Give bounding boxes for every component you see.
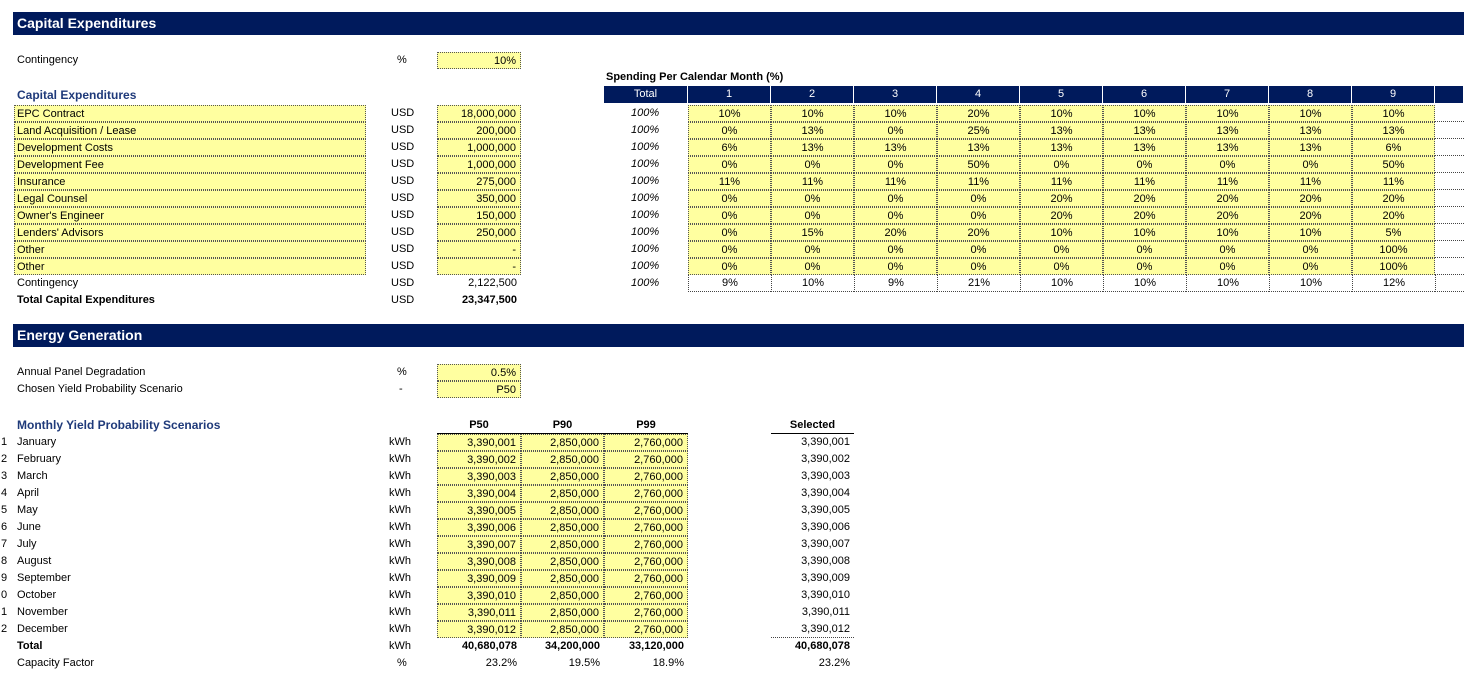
p99-value[interactable]: 2,760,000 bbox=[604, 468, 688, 485]
capex-item-label[interactable]: EPC Contract bbox=[14, 105, 366, 122]
capex-month-pct[interactable]: 20% bbox=[1269, 190, 1352, 207]
capex-month-pct[interactable]: 0% bbox=[854, 258, 937, 275]
capex-month-pct[interactable]: 10% bbox=[1269, 105, 1352, 122]
month-name: January bbox=[17, 436, 57, 448]
capex-month-pct[interactable]: 11% bbox=[1186, 173, 1269, 190]
selected-value: 3,390,002 bbox=[801, 453, 850, 465]
capex-item-value[interactable]: 200,000 bbox=[437, 122, 521, 139]
selected-value: 3,390,003 bbox=[801, 470, 850, 482]
capex-month-pct[interactable]: 0% bbox=[1269, 241, 1352, 258]
capex-item-unit: USD bbox=[391, 107, 415, 119]
selected-value: 3,390,011 bbox=[801, 606, 850, 618]
month-name: September bbox=[17, 572, 71, 584]
month-name: July bbox=[17, 538, 37, 550]
month-index: 7 bbox=[1, 538, 8, 550]
p99-value[interactable]: 2,760,000 bbox=[604, 621, 688, 638]
capex-month-pct[interactable]: 13% bbox=[771, 139, 854, 156]
yield-total-p99: 33,120,000 bbox=[628, 640, 684, 652]
month-unit: kWh bbox=[389, 470, 411, 482]
capex-month-pct[interactable]: 20% bbox=[854, 224, 937, 241]
header-selected: Selected bbox=[771, 417, 854, 434]
capex-row-extra bbox=[1435, 258, 1464, 275]
capex-month-pct[interactable]: 0% bbox=[1269, 258, 1352, 275]
p99-value[interactable]: 2,760,000 bbox=[604, 536, 688, 553]
capex-item-unit: USD bbox=[391, 124, 415, 136]
capex-month-pct[interactable]: 50% bbox=[1352, 156, 1435, 173]
capex-month-pct[interactable]: 13% bbox=[1352, 122, 1435, 139]
spending-header-extra bbox=[1435, 86, 1464, 103]
capex-item-total: 100% bbox=[631, 124, 660, 136]
capex-month-pct[interactable]: 0% bbox=[1103, 258, 1186, 275]
capex-row-extra bbox=[1435, 122, 1464, 139]
capex-item-total: 100% bbox=[631, 260, 660, 272]
month-name: November bbox=[17, 606, 68, 618]
capex-row-extra bbox=[1435, 224, 1464, 241]
p50-value[interactable]: 3,390,007 bbox=[437, 536, 521, 553]
capex-item-value[interactable]: - bbox=[437, 258, 521, 275]
capex-month-pct[interactable]: 13% bbox=[1103, 122, 1186, 139]
capex-month-pct[interactable]: 0% bbox=[688, 207, 771, 224]
yield-total-p90: 34,200,000 bbox=[544, 640, 600, 652]
selected-value: 3,390,006 bbox=[801, 521, 850, 533]
capex-month-pct[interactable]: 20% bbox=[1186, 207, 1269, 224]
capex-item-label[interactable]: Development Fee bbox=[14, 156, 366, 173]
capex-item-total: 100% bbox=[631, 158, 660, 170]
capex-month-pct[interactable]: 13% bbox=[1103, 139, 1186, 156]
month-unit: kWh bbox=[389, 623, 411, 635]
contingency-month-pct: 10% bbox=[771, 275, 854, 292]
capex-row-extra bbox=[1435, 241, 1464, 258]
p90-value[interactable]: 2,850,000 bbox=[521, 587, 604, 604]
capacity-factor-p50: 23.2% bbox=[485, 657, 517, 669]
capacity-factor-label: Capacity Factor bbox=[17, 657, 95, 669]
p50-value[interactable]: 3,390,008 bbox=[437, 553, 521, 570]
capex-month-pct[interactable]: 11% bbox=[688, 173, 771, 190]
spending-header-month: 7 bbox=[1186, 86, 1269, 103]
capex-month-pct[interactable]: 10% bbox=[1269, 224, 1352, 241]
energy-section-bar: Energy Generation bbox=[13, 324, 1464, 347]
p50-value[interactable]: 3,390,001 bbox=[437, 434, 521, 451]
capex-row-extra bbox=[1435, 156, 1464, 173]
month-name: February bbox=[17, 453, 62, 465]
capex-month-pct[interactable]: 10% bbox=[1186, 105, 1269, 122]
spending-header-month: 6 bbox=[1103, 86, 1186, 103]
degradation-input[interactable]: 0.5% bbox=[437, 364, 521, 381]
capex-month-pct[interactable]: 0% bbox=[688, 224, 771, 241]
month-unit: kWh bbox=[389, 538, 411, 550]
capex-month-pct[interactable]: 10% bbox=[771, 105, 854, 122]
capex-item-label[interactable]: Other bbox=[14, 258, 366, 275]
capex-month-pct[interactable]: 20% bbox=[1103, 207, 1186, 224]
selected-value: 3,390,007 bbox=[801, 538, 850, 550]
capex-month-pct[interactable]: 11% bbox=[1020, 173, 1103, 190]
capex-month-pct[interactable]: 0% bbox=[937, 190, 1020, 207]
month-index: 2 bbox=[1, 623, 8, 635]
capex-month-pct[interactable]: 13% bbox=[937, 139, 1020, 156]
p50-value[interactable]: 3,390,002 bbox=[437, 451, 521, 468]
month-index: 0 bbox=[1, 589, 8, 601]
capacity-factor-p99: 18.9% bbox=[652, 657, 684, 669]
capex-month-pct[interactable]: 10% bbox=[1020, 224, 1103, 241]
contingency-row-extra bbox=[1435, 275, 1464, 292]
capex-month-pct[interactable]: 11% bbox=[1269, 173, 1352, 190]
capex-month-pct[interactable]: 0% bbox=[1020, 258, 1103, 275]
spending-header-month: 1 bbox=[688, 86, 771, 103]
capex-item-total: 100% bbox=[631, 192, 660, 204]
month-index: 3 bbox=[1, 470, 8, 482]
capex-month-pct[interactable]: 100% bbox=[1352, 241, 1435, 258]
p99-value[interactable]: 2,760,000 bbox=[604, 604, 688, 621]
capex-item-value[interactable]: 350,000 bbox=[437, 190, 521, 207]
p90-value[interactable]: 2,850,000 bbox=[521, 536, 604, 553]
spending-header-month: 4 bbox=[937, 86, 1020, 103]
capex-item-total: 100% bbox=[631, 243, 660, 255]
p50-value[interactable]: 3,390,004 bbox=[437, 485, 521, 502]
capex-month-pct[interactable]: 15% bbox=[771, 224, 854, 241]
capex-month-pct[interactable]: 20% bbox=[1352, 207, 1435, 224]
p50-value[interactable]: 3,390,003 bbox=[437, 468, 521, 485]
capex-month-pct[interactable]: 100% bbox=[1352, 258, 1435, 275]
capex-month-pct[interactable]: 0% bbox=[771, 241, 854, 258]
yield-total-unit: kWh bbox=[389, 640, 411, 652]
capex-month-pct[interactable]: 0% bbox=[854, 156, 937, 173]
contingency-month-pct: 21% bbox=[937, 275, 1020, 292]
contingency-row-unit: USD bbox=[391, 277, 415, 289]
capex-month-pct[interactable]: 10% bbox=[1352, 105, 1435, 122]
capex-row-extra bbox=[1435, 105, 1464, 122]
month-name: December bbox=[17, 623, 68, 635]
capex-month-pct[interactable]: 20% bbox=[1269, 207, 1352, 224]
capex-row-extra bbox=[1435, 190, 1464, 207]
capex-month-pct[interactable]: 0% bbox=[1020, 156, 1103, 173]
contingency-row-label: Contingency bbox=[17, 277, 79, 289]
p90-value[interactable]: 2,850,000 bbox=[521, 468, 604, 485]
capex-month-pct[interactable]: 0% bbox=[688, 241, 771, 258]
capex-item-label[interactable]: Lenders' Advisors bbox=[14, 224, 366, 241]
capex-month-pct[interactable]: 0% bbox=[1186, 241, 1269, 258]
spending-header-month: 5 bbox=[1020, 86, 1103, 103]
capex-month-pct[interactable]: 0% bbox=[688, 156, 771, 173]
month-index: 9 bbox=[1, 572, 8, 584]
capex-item-unit: USD bbox=[391, 243, 415, 255]
selected-value: 3,390,001 bbox=[801, 436, 850, 448]
capex-section-bar: Capital Expenditures bbox=[13, 12, 1464, 35]
month-unit: kWh bbox=[389, 606, 411, 618]
month-name: March bbox=[17, 470, 48, 482]
month-unit: kWh bbox=[389, 453, 411, 465]
capex-item-unit: USD bbox=[391, 209, 415, 221]
capex-month-pct[interactable]: 10% bbox=[1186, 224, 1269, 241]
capex-item-unit: USD bbox=[391, 158, 415, 170]
capex-item-total: 100% bbox=[631, 175, 660, 187]
capex-item-label[interactable]: Development Costs bbox=[14, 139, 366, 156]
capex-item-total: 100% bbox=[631, 209, 660, 221]
month-unit: kWh bbox=[389, 504, 411, 516]
capex-month-pct[interactable]: 11% bbox=[1352, 173, 1435, 190]
capex-month-pct[interactable]: 13% bbox=[1020, 122, 1103, 139]
capex-month-pct[interactable]: 0% bbox=[937, 207, 1020, 224]
capex-item-unit: USD bbox=[391, 175, 415, 187]
capex-month-pct[interactable]: 0% bbox=[771, 190, 854, 207]
capex-item-value[interactable]: 1,000,000 bbox=[437, 139, 521, 156]
header-p50: P50 bbox=[437, 417, 521, 434]
total-capex-unit: USD bbox=[391, 294, 415, 306]
capex-month-pct[interactable]: 0% bbox=[937, 258, 1020, 275]
capex-item-label[interactable]: Owner's Engineer bbox=[14, 207, 366, 224]
p99-value[interactable]: 2,760,000 bbox=[604, 451, 688, 468]
p99-value[interactable]: 2,760,000 bbox=[604, 587, 688, 604]
contingency-month-pct: 9% bbox=[688, 275, 771, 292]
capacity-factor-selected: 23.2% bbox=[818, 657, 850, 669]
capacity-factor-p90: 19.5% bbox=[568, 657, 600, 669]
selected-value: 3,390,004 bbox=[801, 487, 850, 499]
capex-month-pct[interactable]: 50% bbox=[937, 156, 1020, 173]
p50-value[interactable]: 3,390,011 bbox=[437, 604, 521, 621]
capex-month-pct[interactable]: 13% bbox=[771, 122, 854, 139]
month-unit: kWh bbox=[389, 589, 411, 601]
capex-item-total: 100% bbox=[631, 226, 660, 238]
capex-item-label[interactable]: Legal Counsel bbox=[14, 190, 366, 207]
p99-value[interactable]: 2,760,000 bbox=[604, 553, 688, 570]
capex-month-pct[interactable]: 0% bbox=[688, 122, 771, 139]
capex-month-pct[interactable]: 10% bbox=[854, 105, 937, 122]
capex-month-pct[interactable]: 0% bbox=[854, 122, 937, 139]
month-unit: kWh bbox=[389, 572, 411, 584]
yield-total-label: Total bbox=[17, 640, 43, 652]
spending-header-month: 8 bbox=[1269, 86, 1352, 103]
capex-month-pct[interactable]: 0% bbox=[1103, 241, 1186, 258]
p90-value[interactable]: 2,850,000 bbox=[521, 485, 604, 502]
capex-month-pct[interactable]: 10% bbox=[1103, 224, 1186, 241]
capex-month-pct[interactable]: 10% bbox=[1103, 105, 1186, 122]
capex-month-pct[interactable]: 0% bbox=[688, 258, 771, 275]
capex-month-pct[interactable]: 20% bbox=[1020, 207, 1103, 224]
contingency-label: Contingency bbox=[17, 54, 79, 66]
capex-month-pct[interactable]: 0% bbox=[937, 241, 1020, 258]
selected-value: 3,390,005 bbox=[801, 504, 850, 516]
month-index: 6 bbox=[1, 521, 8, 533]
contingency-row-total: 100% bbox=[631, 277, 660, 289]
capex-item-label[interactable]: Land Acquisition / Lease bbox=[14, 122, 366, 139]
month-index: 5 bbox=[1, 504, 8, 516]
capex-month-pct[interactable]: 13% bbox=[1186, 122, 1269, 139]
capex-month-pct[interactable]: 10% bbox=[1020, 105, 1103, 122]
capex-month-pct[interactable]: 0% bbox=[1186, 258, 1269, 275]
capex-month-pct[interactable]: 0% bbox=[854, 190, 937, 207]
month-name: October bbox=[17, 589, 57, 601]
contingency-row-value: 2,122,500 bbox=[468, 277, 517, 289]
month-name: April bbox=[17, 487, 40, 499]
capex-month-pct[interactable]: 20% bbox=[1020, 190, 1103, 207]
degradation-label: Annual Panel Degradation bbox=[17, 366, 146, 378]
capex-month-pct[interactable]: 13% bbox=[854, 139, 937, 156]
capex-item-total: 100% bbox=[631, 107, 660, 119]
capex-month-pct[interactable]: 11% bbox=[937, 173, 1020, 190]
capex-month-pct[interactable]: 20% bbox=[1103, 190, 1186, 207]
capex-month-pct[interactable]: 20% bbox=[1186, 190, 1269, 207]
capex-row-extra bbox=[1435, 173, 1464, 190]
p90-value[interactable]: 2,850,000 bbox=[521, 553, 604, 570]
capex-item-value[interactable]: 18,000,000 bbox=[437, 105, 521, 122]
capex-item-unit: USD bbox=[391, 141, 415, 153]
p50-value[interactable]: 3,390,010 bbox=[437, 587, 521, 604]
p90-value[interactable]: 2,850,000 bbox=[521, 502, 604, 519]
contingency-month-pct: 10% bbox=[1269, 275, 1352, 292]
capex-month-pct[interactable]: 11% bbox=[854, 173, 937, 190]
capex-row-extra bbox=[1435, 139, 1464, 156]
capex-month-pct[interactable]: 11% bbox=[1103, 173, 1186, 190]
month-index: 2 bbox=[1, 453, 8, 465]
capacity-factor-unit: % bbox=[397, 657, 407, 669]
p50-value[interactable]: 3,390,006 bbox=[437, 519, 521, 536]
capex-month-pct[interactable]: 0% bbox=[771, 207, 854, 224]
month-index: 1 bbox=[1, 606, 8, 618]
capex-month-pct[interactable]: 25% bbox=[937, 122, 1020, 139]
p90-value[interactable]: 2,850,000 bbox=[521, 570, 604, 587]
selected-value: 3,390,008 bbox=[801, 555, 850, 567]
capex-month-pct[interactable]: 0% bbox=[1103, 156, 1186, 173]
contingency-unit: % bbox=[397, 54, 407, 66]
capex-month-pct[interactable]: 0% bbox=[1269, 156, 1352, 173]
month-name: May bbox=[17, 504, 38, 516]
scenario-input[interactable]: P50 bbox=[437, 381, 521, 398]
capex-month-pct[interactable]: 0% bbox=[771, 258, 854, 275]
contingency-month-pct: 10% bbox=[1020, 275, 1103, 292]
capex-month-pct[interactable]: 6% bbox=[688, 139, 771, 156]
month-index: 4 bbox=[1, 487, 8, 499]
selected-value: 3,390,009 bbox=[801, 572, 850, 584]
capex-month-pct[interactable]: 13% bbox=[1186, 139, 1269, 156]
p90-value[interactable]: 2,850,000 bbox=[521, 451, 604, 468]
capex-month-pct[interactable]: 10% bbox=[688, 105, 771, 122]
p90-value[interactable]: 2,850,000 bbox=[521, 519, 604, 536]
spending-header-total: Total bbox=[604, 86, 688, 103]
p50-value[interactable]: 3,390,012 bbox=[437, 621, 521, 638]
p99-value[interactable]: 2,760,000 bbox=[604, 434, 688, 451]
capex-month-pct[interactable]: 11% bbox=[771, 173, 854, 190]
spending-header-month: 2 bbox=[771, 86, 854, 103]
capex-month-pct[interactable]: 0% bbox=[854, 241, 937, 258]
capex-month-pct[interactable]: 20% bbox=[937, 105, 1020, 122]
month-name: August bbox=[17, 555, 52, 567]
degradation-unit: % bbox=[397, 366, 407, 378]
capex-table-title: Capital Expenditures bbox=[17, 88, 137, 102]
capex-month-pct[interactable]: 5% bbox=[1352, 224, 1435, 241]
capex-month-pct[interactable]: 0% bbox=[854, 207, 937, 224]
yield-total-selected: 40,680,078 bbox=[794, 640, 850, 652]
contingency-month-pct: 9% bbox=[854, 275, 937, 292]
scenario-unit: - bbox=[399, 383, 403, 395]
header-p90: P90 bbox=[521, 417, 604, 434]
yield-total-p50: 40,680,078 bbox=[461, 640, 517, 652]
p90-value[interactable]: 2,850,000 bbox=[521, 434, 604, 451]
month-unit: kWh bbox=[389, 521, 411, 533]
p50-value[interactable]: 3,390,005 bbox=[437, 502, 521, 519]
p90-value[interactable]: 2,850,000 bbox=[521, 621, 604, 638]
capex-month-pct[interactable]: 20% bbox=[937, 224, 1020, 241]
spending-header-month: 3 bbox=[854, 86, 937, 103]
capex-item-label[interactable]: Other bbox=[14, 241, 366, 258]
capex-item-value[interactable]: - bbox=[437, 241, 521, 258]
month-unit: kWh bbox=[389, 487, 411, 499]
spending-title: Spending Per Calendar Month (%) bbox=[606, 71, 784, 83]
capex-month-pct[interactable]: 13% bbox=[1269, 122, 1352, 139]
capex-item-unit: USD bbox=[391, 226, 415, 238]
contingency-month-pct: 10% bbox=[1103, 275, 1186, 292]
capex-month-pct[interactable]: 6% bbox=[1352, 139, 1435, 156]
capex-month-pct[interactable]: 0% bbox=[1020, 241, 1103, 258]
p90-value[interactable]: 2,850,000 bbox=[521, 604, 604, 621]
total-capex-value: 23,347,500 bbox=[461, 294, 517, 306]
total-capex-label: Total Capital Expenditures bbox=[17, 294, 155, 306]
p99-value[interactable]: 2,760,000 bbox=[604, 519, 688, 536]
scenario-label: Chosen Yield Probability Scenario bbox=[17, 383, 183, 395]
spending-header-month: 9 bbox=[1352, 86, 1435, 103]
capex-item-unit: USD bbox=[391, 260, 415, 272]
p50-value[interactable]: 3,390,009 bbox=[437, 570, 521, 587]
month-unit: kWh bbox=[389, 436, 411, 448]
contingency-input[interactable]: 10% bbox=[437, 52, 521, 69]
contingency-month-pct: 10% bbox=[1186, 275, 1269, 292]
capex-item-total: 100% bbox=[631, 141, 660, 153]
capex-item-unit: USD bbox=[391, 192, 415, 204]
header-p99: P99 bbox=[604, 417, 688, 434]
month-unit: kWh bbox=[389, 555, 411, 567]
capex-item-value[interactable]: 275,000 bbox=[437, 173, 521, 190]
capex-month-pct[interactable]: 0% bbox=[1186, 156, 1269, 173]
capex-item-value[interactable]: 150,000 bbox=[437, 207, 521, 224]
month-index: 8 bbox=[1, 555, 8, 567]
capex-month-pct[interactable]: 13% bbox=[1269, 139, 1352, 156]
capex-month-pct[interactable]: 0% bbox=[771, 156, 854, 173]
capex-item-value[interactable]: 1,000,000 bbox=[437, 156, 521, 173]
selected-value: 3,390,010 bbox=[801, 589, 850, 601]
yield-table-title: Monthly Yield Probability Scenarios bbox=[17, 418, 221, 432]
capex-item-value[interactable]: 250,000 bbox=[437, 224, 521, 241]
capex-item-label[interactable]: Insurance bbox=[14, 173, 366, 190]
p99-value[interactable]: 2,760,000 bbox=[604, 502, 688, 519]
month-name: June bbox=[17, 521, 41, 533]
selected-value: 3,390,012 bbox=[771, 621, 854, 638]
capex-row-extra bbox=[1435, 207, 1464, 224]
capex-month-pct[interactable]: 0% bbox=[688, 190, 771, 207]
month-index: 1 bbox=[1, 436, 8, 448]
capex-month-pct[interactable]: 13% bbox=[1020, 139, 1103, 156]
p99-value[interactable]: 2,760,000 bbox=[604, 570, 688, 587]
capex-month-pct[interactable]: 20% bbox=[1352, 190, 1435, 207]
p99-value[interactable]: 2,760,000 bbox=[604, 485, 688, 502]
contingency-month-pct: 12% bbox=[1352, 275, 1435, 292]
